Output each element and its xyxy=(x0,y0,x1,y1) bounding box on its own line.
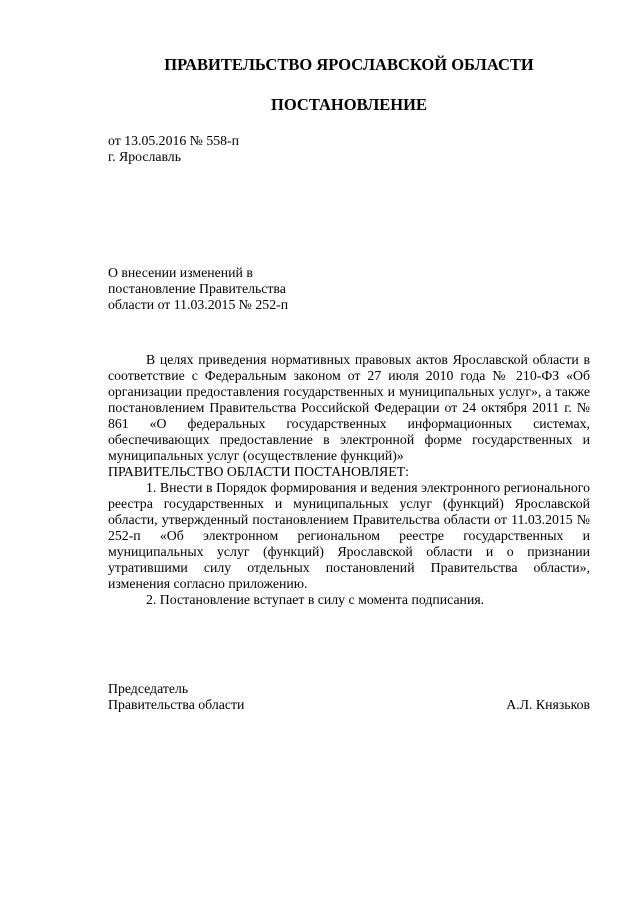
document-meta xyxy=(108,133,239,165)
signatory-name: А.Л. Князьков xyxy=(506,697,590,712)
document-body xyxy=(108,352,590,608)
date-number: от 13.05.2016 № 558-п xyxy=(108,133,240,148)
resolution-heading: ПРАВИТЕЛЬСТВО ОБЛАСТИ ПОСТАНОВЛЯЕТ: xyxy=(108,464,409,479)
subject-line: постановление Правительства xyxy=(108,281,286,296)
issuing-authority: ПРАВИТЕЛЬСТВО ЯРОСЛАВСКОЙ ОБЛАСТИ xyxy=(164,55,534,74)
subject-line: области от 11.03.2015 № 252-п xyxy=(108,297,289,312)
signatory-title-line-1: Председатель xyxy=(108,681,189,696)
preamble-paragraph: В целях приведения нормативных правовых актов Ярославской области в соответствие с Федеральным законом от 27 июля 2010 года № 210-ФЗ «Об организации предоставления государственных и муниципальных услуг», а также постановлением Правительства Российской Федерации от 24 октября 2011 г. № 861 «О федеральных государственных информационных системах, обеспечивающих предоставление в электронной форме государственных и муниципальных услуг (осуществление функций)» xyxy=(108,352,590,463)
signature-block xyxy=(108,681,590,713)
city: г. Ярославль xyxy=(108,149,181,164)
document-type: ПОСТАНОВЛЕНИЕ xyxy=(271,95,427,114)
item-1-paragraph: 1. Внести в Порядок формирования и ведения электронного регионального реестра государственных и муниципальных услуг (функций) Ярославской области, утвержденный постановлением Правительства области от 11.03.2015 № 252-п «Об электронном региональном реестре государственных и муниципальных услуг (функций) Ярославской области и о признании утратившими силу отдельных постановлений Правительства области», изменения согласно приложению. xyxy=(108,480,590,591)
subject-line: О внесении изменений в xyxy=(108,265,253,280)
document-subject xyxy=(108,265,288,313)
item-2-paragraph: 2. Постановление вступает в силу с момента подписания. xyxy=(146,592,485,607)
signatory-title-line-2: Правительства области xyxy=(108,697,245,712)
